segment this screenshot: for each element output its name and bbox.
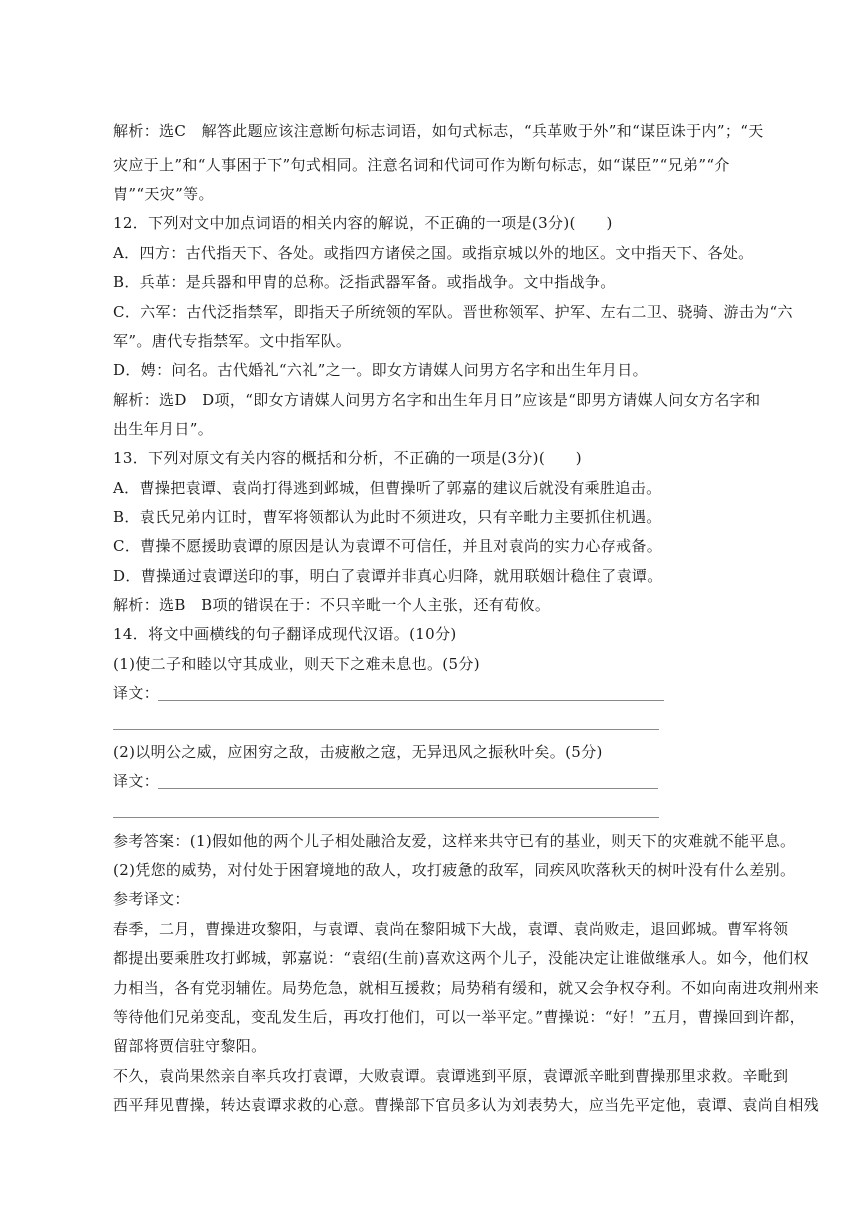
reference-translation-heading: 参考译文： bbox=[113, 890, 190, 908]
answer-line-1b bbox=[113, 729, 659, 730]
question-12-option-b: B．兵革：是兵器和甲胄的总称。泛指武器军备。或指战争。文中指战争。 bbox=[113, 273, 616, 291]
question-13-option-a: A．曹操把袁谭、袁尚打得逃到邺城，但曹操听了郭嘉的建议后就没有乘胜追击。 bbox=[113, 479, 662, 497]
reference-answer-2: (2)凭您的威势，对付处于困窘境地的敌人，攻打疲惫的敌军，同疾风吹落秋天的树叶没有什么差别。 bbox=[113, 861, 796, 879]
analysis-11-line-2: 灾应于上”和“人事困于下”句式相同。注意名词和代词可作为断句标志，如“谋臣”“兄弟”“介 bbox=[113, 156, 730, 174]
analysis-11-line-3: 胄”“天灾”等。 bbox=[113, 185, 214, 203]
translation-label-2: 译文： bbox=[113, 772, 160, 790]
question-12-option-c-line-2: 军”。唐代专指禁军。文中指军队。 bbox=[113, 332, 352, 350]
question-12-option-a: A．四方：古代指天下、各处。或指四方诸侯之国。或指京城以外的地区。文中指天下、各处。 bbox=[113, 244, 754, 262]
answer-line-2a bbox=[158, 788, 658, 789]
analysis-11-line-1: 解析：选C 解答此题应该注意断句标志词语，如句式标志，“兵革败于外”和“谋臣诛于内”；“天 bbox=[113, 122, 764, 140]
question-13-option-d: D．曹操通过袁谭送印的事，明白了袁谭并非真心归降，就用联姻计稳住了袁谭。 bbox=[113, 567, 663, 585]
reference-answer-1: 参考答案：(1)假如他的两个儿子相处融洽友爱，这样来共守已有的基业，则天下的灾难就不能平息。 bbox=[113, 832, 796, 850]
translation-paragraph-2-line-1: 不久，袁尚果然亲自率兵攻打袁谭，大败袁谭。袁谭逃到平原，袁谭派辛毗到曹操那里求救。辛毗到 bbox=[113, 1067, 789, 1085]
question-12-option-c-line-1: C．六军：古代泛指禁军，即指天子所统领的军队。晋世称领军、护军、左右二卫、骁骑、游击为“六 bbox=[113, 303, 793, 321]
question-13-option-b: B．袁氏兄弟内讧时，曹军将领都认为此时不须进攻，只有辛毗力主要抓住机遇。 bbox=[113, 508, 662, 526]
translation-paragraph-1-line-5: 留部将贾信驻守黎阳。 bbox=[113, 1037, 267, 1055]
translation-label-1: 译文： bbox=[113, 684, 160, 702]
translation-paragraph-1-line-3: 力相当，各有党羽辅佐。局势危急，就相互援救；局势稍有缓和，就又会争权夺利。不如向南进攻荆州来 bbox=[113, 979, 820, 997]
translation-paragraph-1-line-2: 都提出要乘胜攻打邺城，郭嘉说：“袁绍(生前)喜欢这两个儿子，没能决定让谁做继承人。如今，他们权 bbox=[113, 949, 809, 967]
analysis-12-line-1: 解析：选D D项，“即女方请媒人问男方名字和出生年月日”应该是“即男方请媒人问女方名字和 bbox=[113, 391, 761, 409]
analysis-13: 解析：选B B项的错误在于：不只辛毗一个人主张，还有荀攸。 bbox=[113, 596, 551, 614]
answer-line-2b bbox=[113, 817, 659, 818]
translation-paragraph-2-line-2: 西平拜见曹操，转达袁谭求救的心意。曹操部下官员多认为刘表势大，应当先平定他，袁谭、袁尚自相残 bbox=[113, 1096, 820, 1114]
question-14-sentence-1: (1)使二子和睦以守其成业，则天下之难未息也。(5分) bbox=[113, 655, 480, 673]
question-12-stem: 12．下列对文中加点词语的相关内容的解说，不正确的一项是(3分)( ) bbox=[113, 214, 613, 232]
question-13-option-c: C．曹操不愿援助袁谭的原因是认为袁谭不可信任，并且对袁尚的实力心存戒备。 bbox=[113, 537, 663, 555]
analysis-12-line-2: 出生年月日”。 bbox=[113, 420, 214, 438]
question-13-stem: 13．下列对原文有关内容的概括和分析，不正确的一项是(3分)( ) bbox=[113, 449, 582, 467]
answer-line-1a bbox=[158, 700, 664, 701]
translation-paragraph-1-line-1: 春季，二月，曹操进攻黎阳，与袁谭、袁尚在黎阳城下大战，袁谭、袁尚败走，退回邺城。曹军将领 bbox=[113, 920, 789, 938]
question-14-sentence-2: (2)以明公之威，应困穷之敌，击疲敝之寇，无异迅风之振秋叶矣。(5分) bbox=[113, 743, 603, 761]
translation-paragraph-1-line-4: 等待他们兄弟变乱，变乱发生后，再攻打他们，可以一举平定。”曹操说：“好！”五月，曹操回到许都， bbox=[113, 1008, 805, 1026]
question-12-option-d: D．娉：问名。古代婚礼“六礼”之一。即女方请媒人问男方名字和出生年月日。 bbox=[113, 361, 648, 379]
question-14-stem: 14．将文中画横线的句子翻译成现代汉语。(10分) bbox=[113, 625, 457, 643]
